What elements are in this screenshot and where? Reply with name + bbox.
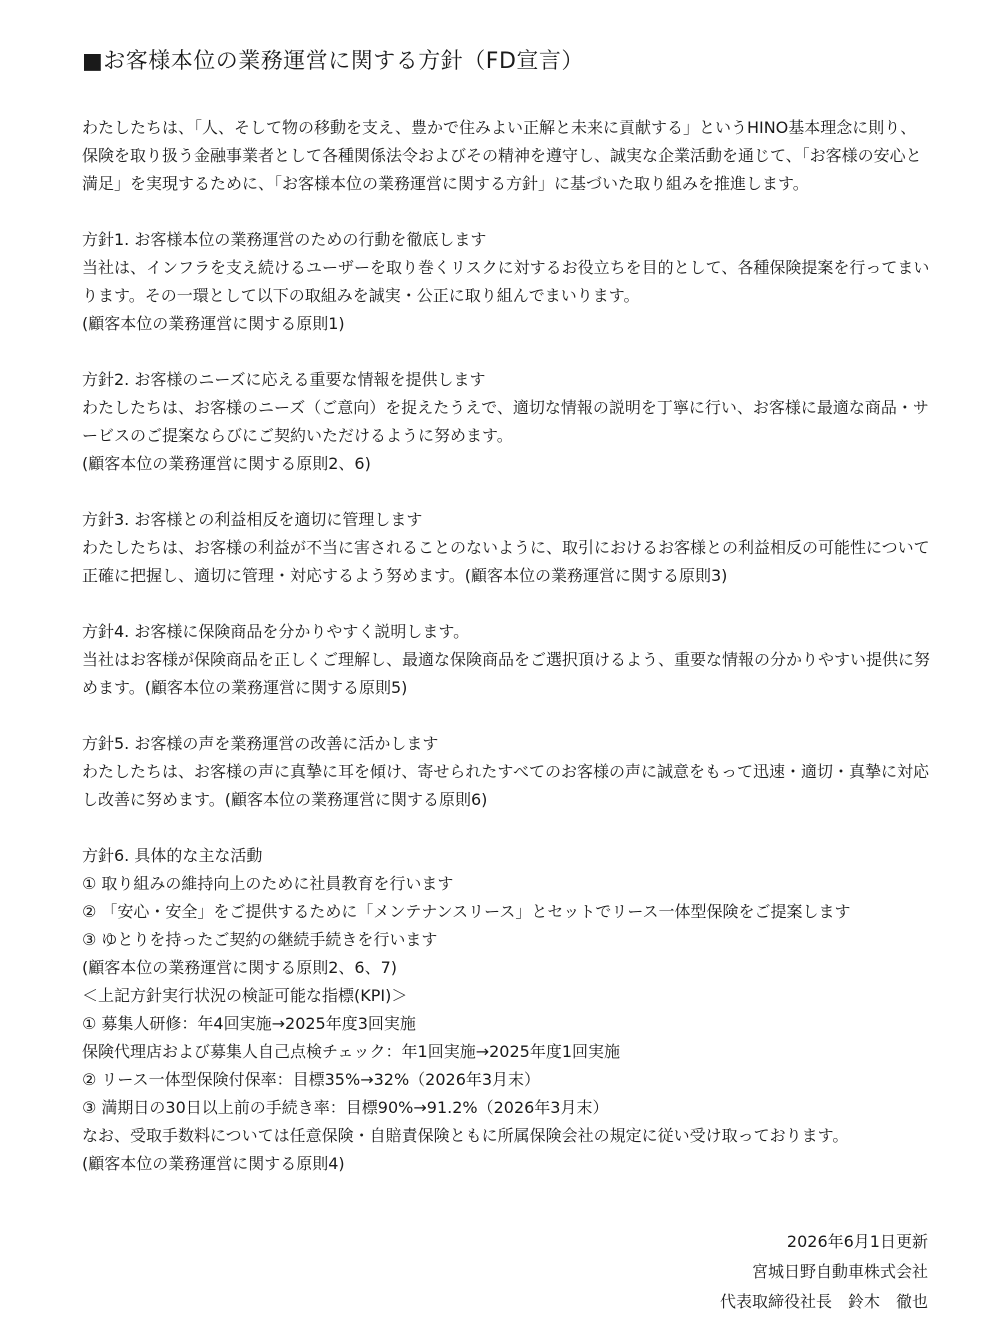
- activity-line: ① 取り組みの維持向上のために社員教育を行います: [82, 874, 454, 893]
- kpi-line: ① 募集人研修：年4回実施→2025年度3回実施: [82, 1014, 416, 1033]
- policy-principle: (顧客本位の業務運営に関する原則1): [82, 314, 345, 333]
- activity-line: ③ ゆとりを持ったご契約の継続手続きを行います: [82, 930, 438, 949]
- signature-block: [720, 1227, 928, 1317]
- company-name: 宮城日野自動車株式会社: [751, 1262, 928, 1281]
- kpi-line: ② リース一体型保険付保率：目標35%→32%（2026年3月末）: [82, 1070, 541, 1089]
- page-title: ■お客様本位の業務運営に関する方針（FD宣言）: [82, 49, 584, 74]
- principle-line: (顧客本位の業務運営に関する原則4): [82, 1154, 345, 1173]
- kpi-heading: ＜上記方針実行状況の検証可能な指標(KPI)＞: [82, 986, 408, 1005]
- kpi-line: 保険代理店および募集人自己点検チェック：年1回実施→2025年度1回実施: [82, 1042, 621, 1061]
- policy-2: [82, 366, 930, 478]
- policy-principle: (顧客本位の業務運営に関する原則2、6): [82, 454, 371, 473]
- policy-body: 当社は、インフラを支え続けるユーザーを取り巻くリスクに対するお役立ちを目的として、各種保険提案を行ってまいります。その一環として以下の取組みを誠実・公正に取り組んでまいります。: [82, 258, 930, 305]
- policy-body: わたしたちは、お客様の利益が不当に害されることのないように、取引におけるお客様との利益相反の可能性について正確に把握し、適切に管理・対応するよう努めます。(顧客本位の業務運営に関する原則3): [82, 538, 930, 585]
- policy-6: [82, 842, 930, 1178]
- policy-1: [82, 226, 930, 338]
- policy-heading: 方針2. お客様のニーズに応える重要な情報を提供します: [82, 370, 486, 389]
- intro-paragraph: わたしたちは、「人、そして物の移動を支え、豊かで住みよい正解と未来に貢献する」というHINO基本理念に則り、保険を取り扱う金融事業者として各種関係法令およびその精神を遵守し、誠実な企業活動を通じて、「お客様の安心と満足」を実現するために、「お客様本位の業務運営に関する方針」に基づいた取り組みを推進します。: [82, 118, 922, 193]
- commission-note: なお、受取手数料については任意保険・自賠責保険ともに所属保険会社の規定に従い受け取っております。: [82, 1126, 849, 1145]
- policy-body: 当社はお客様が保険商品を正しくご理解し、最適な保険商品をご選択頂けるよう、重要な情報の分かりやすい提供に努めます。(顧客本位の業務運営に関する原則5): [82, 650, 931, 697]
- principle-line: (顧客本位の業務運営に関する原則2、6、7): [82, 958, 398, 977]
- kpi-line: ③ 満期日の30日以上前の手続き率：目標90%→91.2%（2026年3月末）: [82, 1098, 609, 1117]
- policy-5: [82, 730, 930, 814]
- policy-3: [82, 506, 930, 590]
- update-date: 2026年6月1日更新: [786, 1232, 928, 1251]
- policy-heading: 方針3. お客様との利益相反を適切に管理します: [82, 510, 423, 529]
- policy-heading: 方針5. お客様の声を業務運営の改善に活かします: [82, 734, 439, 753]
- policy-body: わたしたちは、お客様のニーズ（ご意向）を捉えたうえで、適切な情報の説明を丁寧に行い、お客様に最適な商品・サービスのご提案ならびにご契約いただけるように努めます。: [82, 398, 929, 445]
- policy-heading: 方針6. 具体的な主な活動: [82, 846, 263, 865]
- policy-body: わたしたちは、お客様の声に真摯に耳を傾け、寄せられたすべてのお客様の声に誠意をもって迅速・適切・真摯に対応し改善に努めます。(顧客本位の業務運営に関する原則6): [82, 762, 930, 809]
- policy-heading: 方針1. お客様本位の業務運営のための行動を徹底します: [82, 230, 487, 249]
- policy-heading: 方針4. お客様に保険商品を分かりやすく説明します。: [82, 622, 470, 641]
- representative-name: 代表取締役社長 鈴木 徹也: [719, 1292, 928, 1311]
- policy-4: [82, 618, 930, 702]
- activity-line: ② 「安心・安全」をご提供するために「メンテナンスリース」とセットでリース一体型保険をご提案します: [82, 902, 851, 921]
